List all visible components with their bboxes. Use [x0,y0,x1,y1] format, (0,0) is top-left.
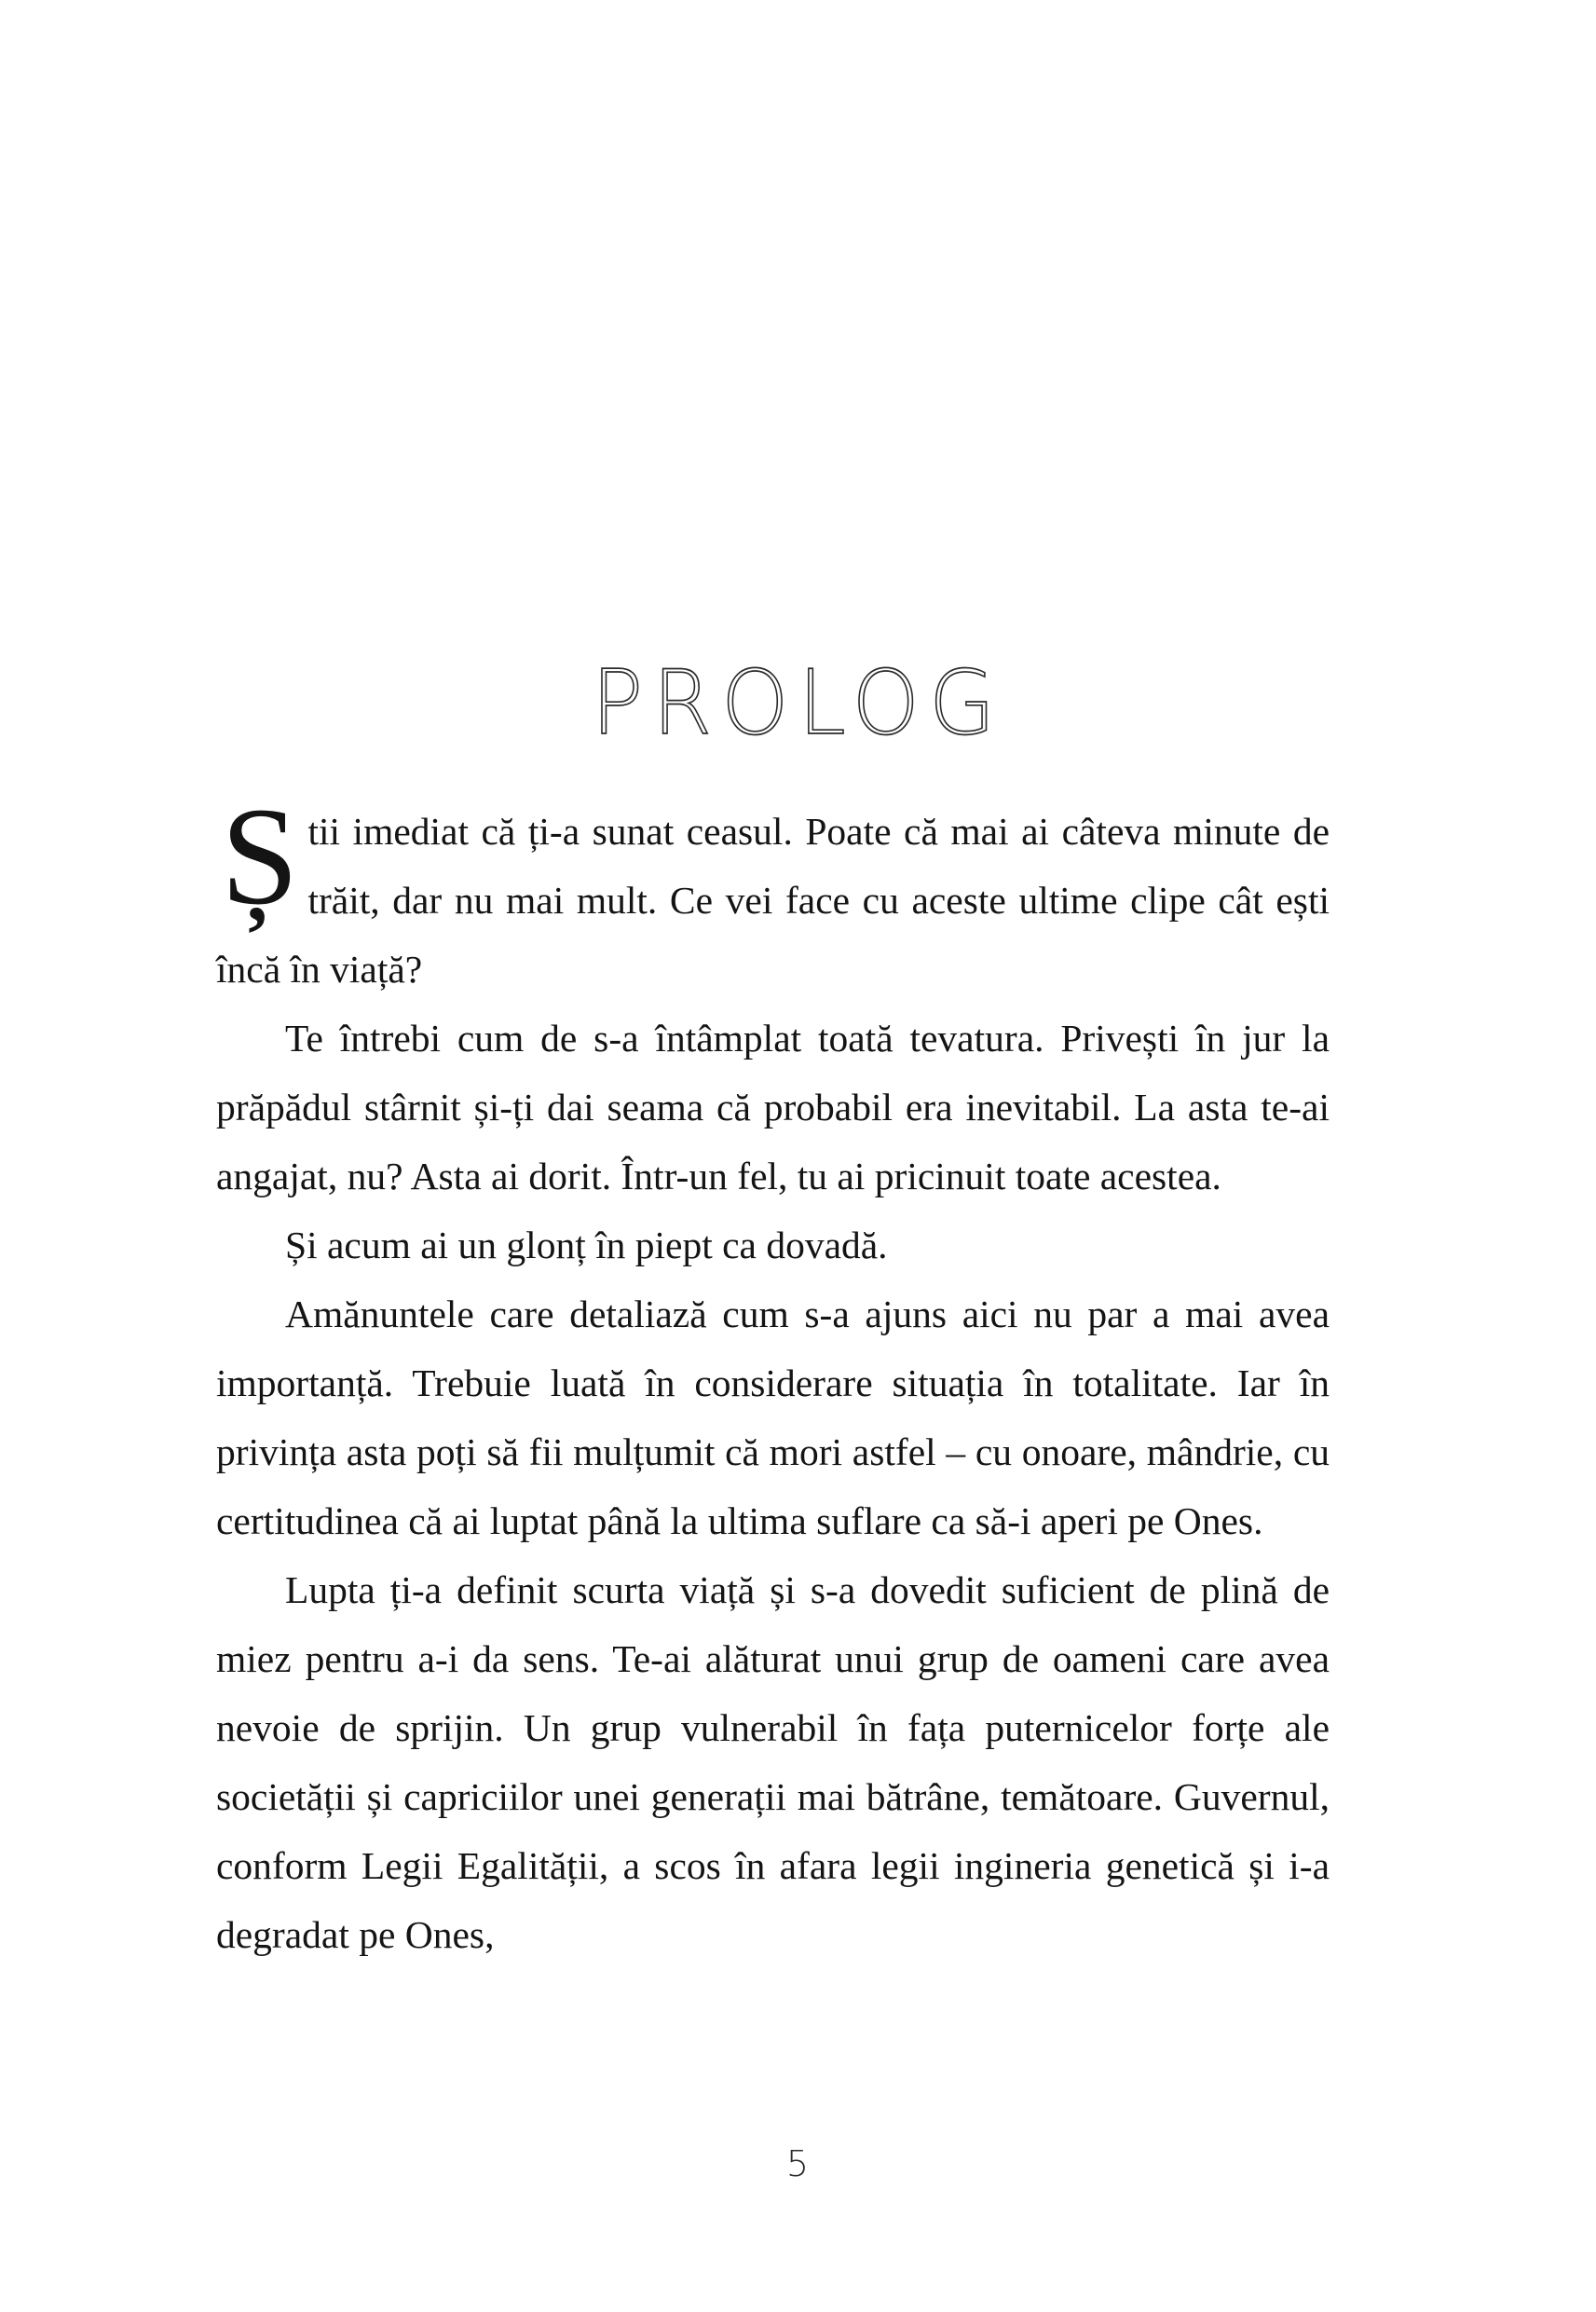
paragraph-3: Și acum ai un glonț în piept ca dovadă. [285,1224,888,1266]
paragraph-2: Te întrebi cum de s-a întâmplat toată tevatura. Privești în jur la prăpădul stârnit și-ți dai seama că probabil era inevitabil. La asta te-ai angajat, nu? Asta ai dorit. Într-un fel, tu ai pricinuit toate acestea. [216,1017,1330,1197]
paragraph-1-text: tii imediat că ți-a sunat ceasul. Poate că mai ai câteva minute de trăit, dar nu mai mult. Ce vei face cu aceste ultime clipe cât ești încă în viață? [216,810,1330,991]
chapter-title-text: PROLOG [591,650,1005,755]
paragraph-4: Amănuntele care detaliază cum s-a ajuns aici nu par a mai avea importanță. Trebuie luată în considerare situația în totalitate. Iar în privința asta poți să fii mulțumit că mori astfel – cu onoare, mândrie, cu certitudinea că ai luptat până la ultima suflare ca să-i aperi pe Ones. [216,1293,1330,1542]
body-text-block [216,779,1330,1969]
paragraph-1 [216,779,1330,1004]
page-number: 5 [785,2143,811,2184]
page-title [0,650,1596,755]
paragraph-5: Lupta ți-a definit scurta viață și s-a dovedit suficient de plină de miez pentru a-i da sens. Te-ai alăturat unui grup de oameni care avea nevoie de sprijin. Un grup vulnerabil în fața puternicelor forțe ale societății și capriciilor unei generații mai bătrâne, temătoare. Guvernul, conform Legii Egalității, a scos în afara legii ingineria genetică și i-a degradat pe Ones, [216,1568,1330,1956]
drop-cap: Ș [221,779,299,934]
